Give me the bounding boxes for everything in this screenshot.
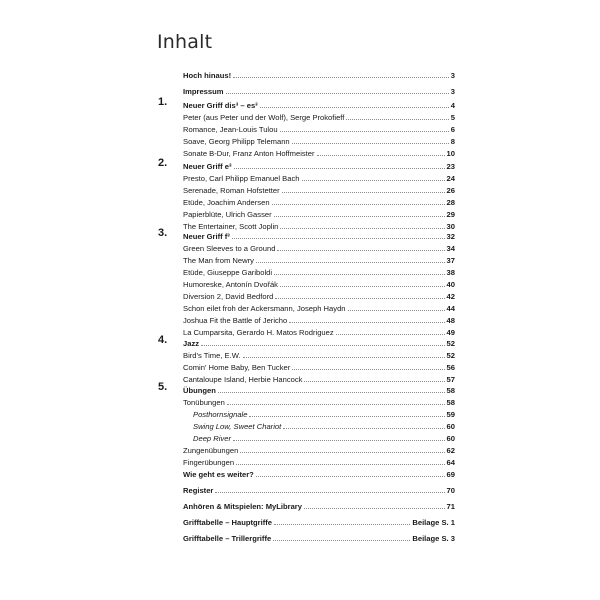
toc-entry[interactable] (183, 98, 455, 110)
toc-entry-title: Wie geht es weiter? (183, 470, 254, 479)
dot-leader (233, 439, 445, 441)
toc-entry[interactable] (183, 360, 455, 372)
toc-entry-title: Etüde, Joachim Andersen (183, 198, 270, 207)
toc-entry-page: Beilage S. 1 (412, 518, 455, 527)
toc-entry-page: 38 (446, 268, 455, 277)
toc-entry[interactable] (183, 348, 455, 360)
dot-leader (304, 380, 444, 382)
dot-leader (201, 344, 445, 346)
dot-leader (243, 356, 445, 358)
toc-entry-page: 52 (446, 351, 455, 360)
dot-leader (273, 539, 410, 541)
toc-entry-title: Peter (aus Peter und der Wolf), Serge Prokofieff (183, 113, 345, 122)
toc-entry-title: Green Sleeves to a Ground (183, 244, 276, 253)
toc-entry[interactable] (183, 146, 455, 158)
toc-entry-page: 4 (450, 101, 455, 110)
toc-entry-title: Diversion 2, David Bedford (183, 292, 274, 301)
toc-entry-page: 62 (446, 446, 455, 455)
toc-entry-page: 26 (446, 186, 455, 195)
toc-entry[interactable] (183, 301, 455, 313)
dot-leader (282, 191, 445, 193)
toc-entry-title: Hoch hinaus! (183, 71, 232, 80)
toc-entry-page: 58 (446, 398, 455, 407)
dot-leader (302, 179, 445, 181)
toc-entry-page: 44 (446, 304, 455, 313)
toc-entry-title: Posthornsignale (193, 410, 248, 419)
toc-entry-page: 57 (446, 375, 455, 384)
dot-leader (218, 391, 445, 393)
dot-leader (336, 333, 445, 335)
dot-leader (289, 321, 444, 323)
dot-leader (317, 154, 445, 156)
dot-leader (348, 309, 445, 311)
dot-leader (274, 523, 410, 525)
toc-entry-title: Grifftabelle – Hauptgriffe (183, 518, 273, 527)
toc-entry[interactable] (183, 467, 455, 479)
toc-entry-title: Deep River (193, 434, 231, 443)
dot-leader (227, 403, 445, 405)
toc-entry-title: Swing Low, Sweet Chariot (193, 422, 282, 431)
toc-entry-page: 5 (450, 113, 455, 122)
toc-entry[interactable] (183, 122, 455, 134)
toc-entry[interactable] (183, 443, 455, 455)
toc-entry-page: 8 (450, 137, 455, 146)
toc-entry-title: Tonübungen (183, 398, 225, 407)
toc-entry[interactable] (183, 265, 455, 277)
chapter-number: 1. (158, 96, 168, 108)
toc-entry-page: 59 (446, 410, 455, 419)
toc-entry-page: 52 (446, 339, 455, 348)
toc-entry-title: Presto, Carl Philipp Emanuel Bach (183, 174, 300, 183)
toc-entry-title: Grifftabelle – Trillergriffe (183, 534, 272, 543)
toc-entry[interactable] (183, 499, 455, 511)
toc-entry-title: Papierblüte, Ulrich Gasser (183, 210, 272, 219)
toc-entry-page: 64 (446, 458, 455, 467)
dot-leader (226, 92, 449, 94)
toc-entry-title: Romance, Jean-Louis Tulou (183, 125, 278, 134)
dot-leader (274, 273, 444, 275)
toc-entry-page: 6 (450, 125, 455, 134)
toc-entry[interactable] (183, 455, 455, 467)
toc-entry-page: 69 (446, 470, 455, 479)
dot-leader (215, 491, 444, 493)
dot-leader (274, 215, 445, 217)
toc-entry-page: 30 (446, 222, 455, 231)
toc-entry-title: Übungen (183, 386, 216, 395)
toc-entry-title: Humoreske, Antonín Dvořák (183, 280, 278, 289)
toc-entry[interactable] (183, 277, 455, 289)
toc-entry-page: 29 (446, 210, 455, 219)
dot-leader (292, 142, 449, 144)
dot-leader (236, 463, 444, 465)
toc-entry-page: 10 (446, 149, 455, 158)
toc-entry-page: 58 (446, 386, 455, 395)
toc-entry[interactable] (183, 134, 455, 146)
toc-entry[interactable] (183, 515, 455, 527)
toc-entry-title: Jazz (183, 339, 200, 348)
dot-leader (234, 167, 445, 169)
dot-leader (280, 285, 445, 287)
toc-entry[interactable] (183, 229, 455, 241)
page-heading: Inhalt (157, 31, 213, 53)
chapter-number: 4. (158, 334, 168, 346)
toc-entry[interactable] (183, 159, 455, 171)
dot-leader (275, 297, 444, 299)
toc-entry-title: Soave, Georg Philipp Telemann (183, 137, 290, 146)
toc-entry[interactable] (183, 531, 455, 543)
toc-entry[interactable] (183, 183, 455, 195)
toc-entry[interactable] (183, 84, 455, 96)
toc-entry-title: Fingerübungen (183, 458, 235, 467)
toc-entry-page: 3 (450, 87, 455, 96)
dot-leader (277, 249, 444, 251)
toc-entry[interactable] (183, 207, 455, 219)
toc-entry[interactable] (193, 419, 455, 431)
toc-entry-page: 32 (446, 232, 455, 241)
toc-entry-page: 42 (446, 292, 455, 301)
toc-entry-page: 71 (446, 502, 455, 511)
toc-entry[interactable] (183, 68, 455, 80)
dot-leader (240, 451, 444, 453)
dot-leader (304, 507, 445, 509)
toc-entry-title: Register (183, 486, 214, 495)
dot-leader (256, 261, 445, 263)
toc-entry[interactable] (183, 171, 455, 183)
toc-entry-page: 23 (446, 162, 455, 171)
toc-entry-title: Etüde, Giuseppe Gariboldi (183, 268, 273, 277)
toc-entry[interactable] (193, 407, 455, 419)
toc-entry-title: Serenade, Roman Hofstetter (183, 186, 280, 195)
toc-entry-page: 56 (446, 363, 455, 372)
toc-entry-title: The Entertainer, Scott Joplin (183, 222, 279, 231)
toc-entry-page: 28 (446, 198, 455, 207)
toc-entry[interactable] (183, 241, 455, 253)
toc-entry-page: 3 (450, 71, 455, 80)
toc-entry[interactable] (183, 483, 455, 495)
toc-entry-page: Beilage S. 3 (412, 534, 455, 543)
dot-leader (260, 106, 449, 108)
toc-entry-page: 60 (446, 422, 455, 431)
toc-entry-page: 49 (446, 328, 455, 337)
toc-entry-page: 24 (446, 174, 455, 183)
toc-entry-page: 60 (446, 434, 455, 443)
toc-entry-page: 48 (446, 316, 455, 325)
toc-entry-title: Neuer Griff dis³ – es³ (183, 101, 258, 110)
toc-entry-title: The Man from Newry (183, 256, 254, 265)
dot-leader (292, 368, 444, 370)
toc-entry-page: 70 (446, 486, 455, 495)
toc-entry-title: Bird's Time, E.W. (183, 351, 241, 360)
toc-entry[interactable] (183, 253, 455, 265)
toc-entry[interactable] (183, 383, 455, 395)
toc-entry-title: La Cumparsita, Gerardo H. Matos Rodriguez (183, 328, 334, 337)
toc-entry-page: 40 (446, 280, 455, 289)
toc-entry-title: Zungenübungen (183, 446, 239, 455)
dot-leader (272, 203, 445, 205)
toc-entry-title: Neuer Griff e³ (183, 162, 232, 171)
toc-entry-title: Impressum (183, 87, 224, 96)
toc-entry[interactable] (183, 336, 455, 348)
dot-leader (233, 76, 449, 78)
toc-entry-title: Cantaloupe Island, Herbie Hancock (183, 375, 303, 384)
toc-entry[interactable] (183, 313, 455, 325)
chapter-number: 5. (158, 381, 168, 393)
chapter-number: 2. (158, 157, 168, 169)
dot-leader (346, 118, 448, 120)
toc-entry[interactable] (193, 431, 455, 443)
toc-entry[interactable] (183, 395, 455, 407)
toc-entry-title: Comin' Home Baby, Ben Tucker (183, 363, 291, 372)
toc-entry-title: Neuer Griff f³ (183, 232, 230, 241)
dot-leader (256, 475, 445, 477)
dot-leader (249, 415, 444, 417)
toc-entry[interactable] (183, 195, 455, 207)
dot-leader (283, 427, 444, 429)
toc-entry[interactable] (183, 110, 455, 122)
toc-entry-title: Sonate B-Dur, Franz Anton Hoffmeister (183, 149, 315, 158)
toc-entry-title: Joshua Fit the Battle of Jericho (183, 316, 288, 325)
toc-entry-page: 34 (446, 244, 455, 253)
dot-leader (232, 237, 445, 239)
toc-entry-title: Anhören & Mitspielen: MyLibrary (183, 502, 302, 511)
chapter-number: 3. (158, 227, 168, 239)
dot-leader (280, 130, 449, 132)
toc-entry[interactable] (183, 289, 455, 301)
toc-entry-title: Schon eilet froh der Ackersmann, Joseph Haydn (183, 304, 346, 313)
toc-entry-page: 37 (446, 256, 455, 265)
